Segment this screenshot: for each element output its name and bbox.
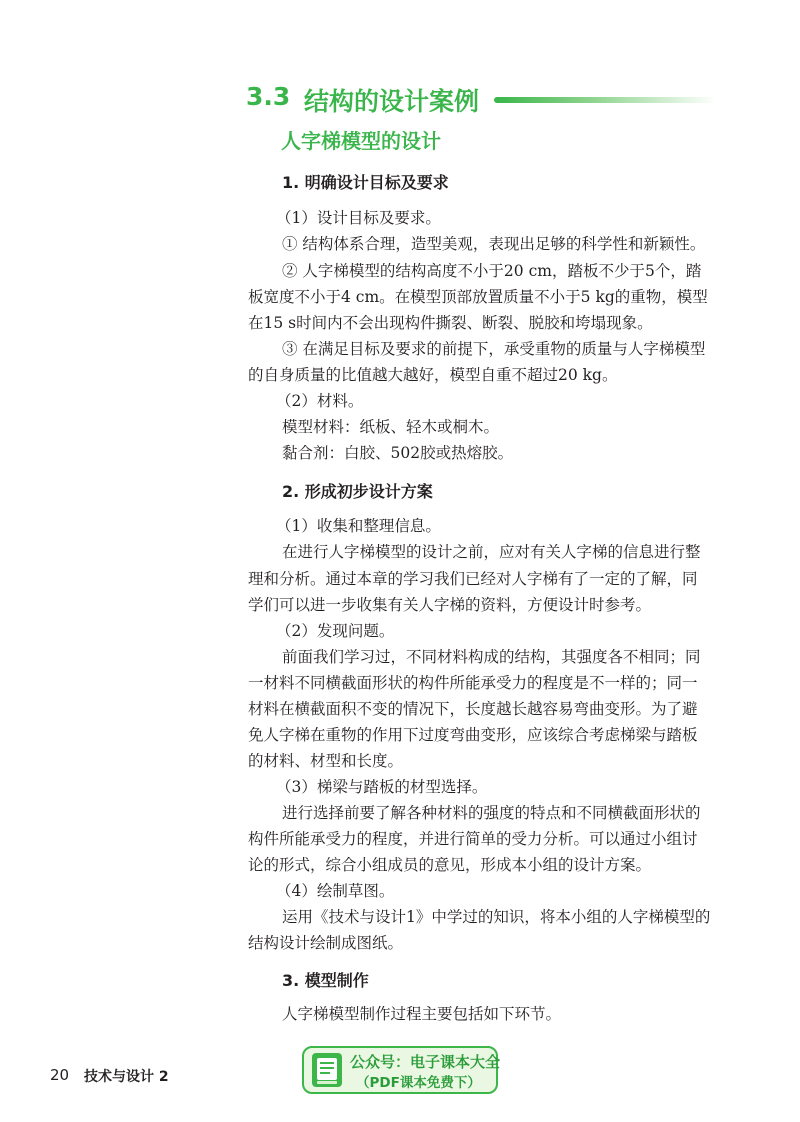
text-line: 免人字梯在重物的作用下过度弯曲变形，应该综合考虑梯梁与踏板	[248, 726, 698, 744]
book-icon	[312, 1053, 342, 1087]
text-line: 理和分析。通过本章的学习我们已经对人字梯有了一定的了解，同	[248, 570, 698, 588]
text-line: 黏合剂：白胶、502胶或热熔胶。	[282, 444, 514, 462]
watermark-badge	[302, 1046, 501, 1094]
section-header	[246, 80, 716, 120]
text-line: 的材料、材型和长度。	[248, 752, 404, 770]
badge-text-line2: （PDF课本免费下）	[356, 1075, 481, 1091]
text-line: 模型材料：纸板、轻木或桐木。	[282, 418, 500, 436]
text-line: 材料在横截面积不变的情况下，长度越长越容易弯曲变形。为了避	[248, 700, 698, 718]
text-line: ① 结构体系合理，造型美观，表现出足够的科学性和新颖性。	[282, 235, 706, 253]
section-number: 3.3	[246, 82, 291, 111]
text-line: 的自身质量的比值越大越好，模型自重不超过20 kg。	[248, 366, 618, 384]
text-line: （4）绘制草图。	[276, 882, 395, 900]
text-line: 在15 s时间内不会出现构件撕裂、断裂、脱胶和垮塌现象。	[248, 314, 653, 332]
text-line: 论的形式，综合小组成员的意见，形成本小组的设计方案。	[248, 856, 652, 874]
text-line: （3）梯梁与踏板的材型选择。	[276, 778, 488, 796]
text-line: （1）设计目标及要求。	[276, 209, 441, 227]
text-line: 学们可以进一步收集有关人字梯的资料，方便设计时参考。	[248, 596, 652, 614]
heading-model-making: 3. 模型制作	[282, 971, 369, 990]
heading-initial-plan: 2. 形成初步设计方案	[282, 482, 433, 501]
case-subtitle: 人字梯模型的设计	[281, 129, 441, 153]
badge-text-line1: 公众号：电子课本大全	[350, 1053, 501, 1071]
text-line: 人字梯模型制作过程主要包括如下环节。	[282, 1005, 562, 1023]
text-line: 构件所能承受力的程度，并进行简单的受力分析。可以通过小组讨	[248, 830, 698, 848]
text-line: （2）材料。	[276, 392, 364, 410]
text-line: 运用《技术与设计1》中学过的知识，将本小组的人字梯模型的	[282, 908, 711, 926]
text-line: 结构设计绘制成图纸。	[248, 934, 404, 952]
section-title: 结构的设计案例	[304, 87, 480, 116]
page-number: 20	[50, 1066, 70, 1084]
heading-design-goals: 1. 明确设计目标及要求	[282, 173, 449, 192]
text-line: ② 人字梯模型的结构高度不小于20 cm，踏板不少于5个，踏	[282, 262, 702, 280]
text-line: 一材料不同横截面形状的构件所能承受力的程度是不一样的；同一	[248, 674, 698, 692]
text-line: 进行选择前要了解各种材料的强度的特点和不同横截面形状的	[282, 804, 701, 822]
text-line: 板宽度不小于4 cm。在模型顶部放置质量不小于5 kg的重物，模型	[248, 288, 708, 306]
text-line: （1）收集和整理信息。	[276, 517, 441, 535]
text-line: 在进行人字梯模型的设计之前，应对有关人字梯的信息进行整	[282, 543, 701, 561]
text-line: （2）发现问题。	[276, 622, 395, 640]
text-line: 前面我们学习过，不同材料构成的结构，其强度各不相同；同	[282, 648, 701, 666]
section-rule	[494, 97, 716, 103]
text-line: ③ 在满足目标及要求的前提下，承受重物的质量与人字梯模型	[282, 340, 706, 358]
book-title: 技术与设计 2	[84, 1069, 169, 1085]
